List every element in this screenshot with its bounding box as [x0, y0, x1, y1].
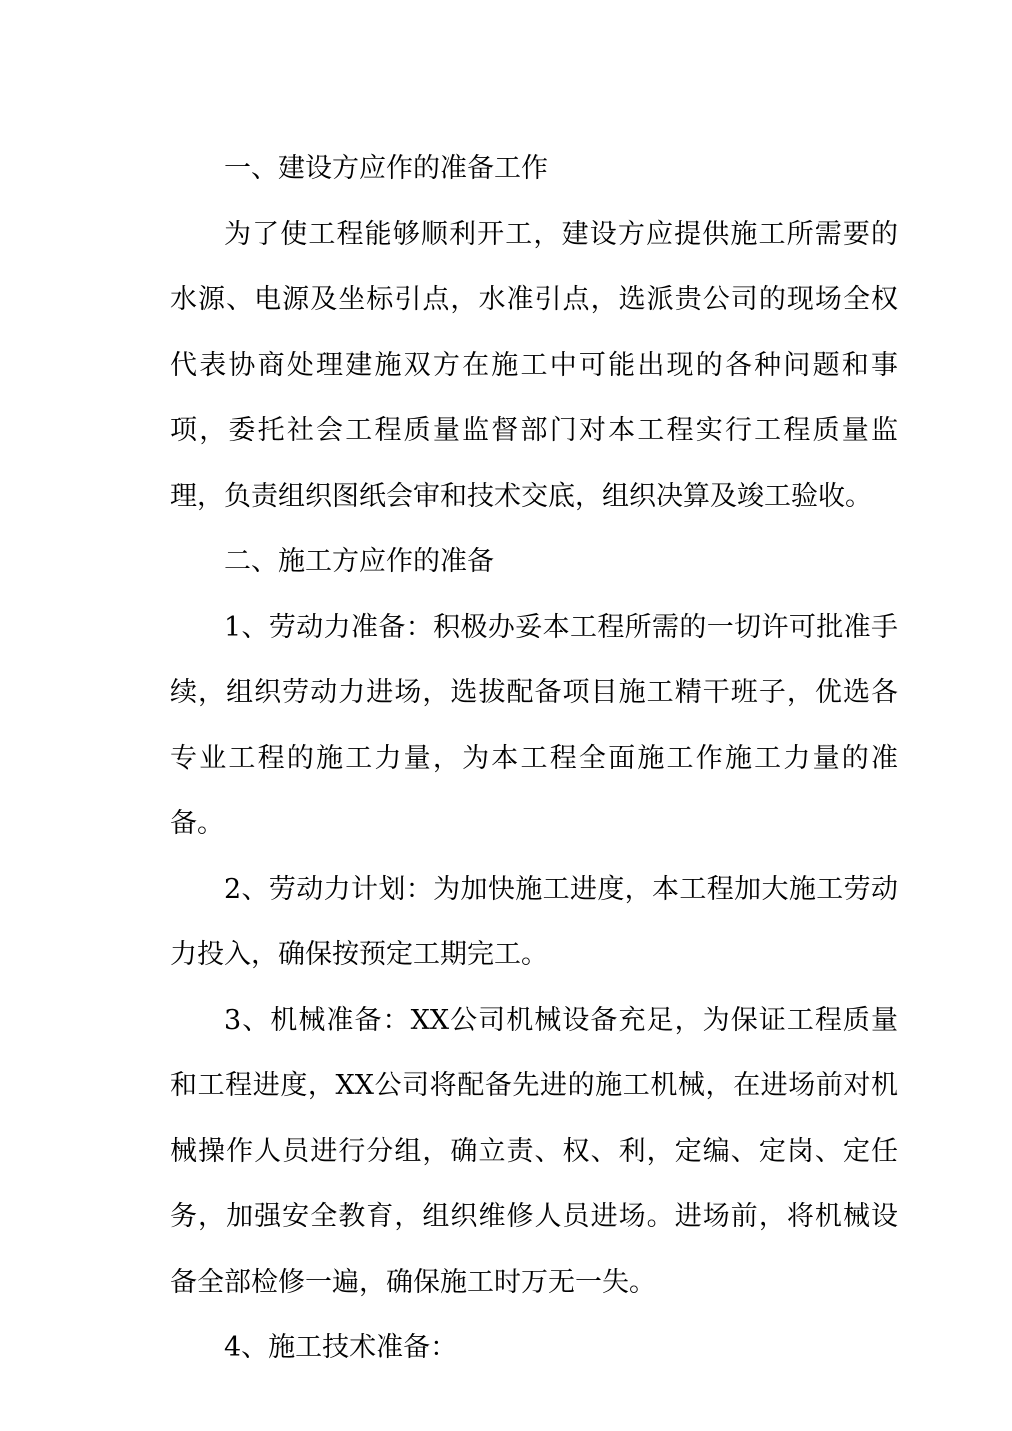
document-body: [170, 136, 898, 1381]
section-heading-owner-preparation: 一、建设方应作的准备工作: [224, 153, 548, 184]
paragraph-owner-preparation: 为了使工程能够顺利开工，建设方应提供施工所需要的水源、电源及坐标引点，水准引点，选派贵公司的现场全权代表协商处理建施双方在施工中可能出现的各种问题和事项，委托社会工程质量监督部门对本工程实行工程质量监理，负责组织图纸会审和技术交底，组织决算及竣工验收。: [170, 218, 898, 512]
paragraph-machinery-preparation: 3、机械准备：XX公司机械设备充足，为保证工程质量和工程进度，XX公司将配备先进的施工机械，在进场前对机械操作人员进行分组，确立责、权、利，定编、定岗、定任务，加强安全教育，组织维修人员进场。进场前，将机械设备全部检修一遍，确保施工时万无一失。: [170, 1004, 898, 1298]
paragraph-labor-preparation: 1、劳动力准备：积极办妥本工程所需的一切许可批准手续，组织劳动力进场，选拔配备项目施工精干班子，优选各专业工程的施工力量，为本工程全面施工作施工力量的准备。: [170, 611, 898, 839]
paragraph-technical-preparation: 4、施工技术准备：: [224, 1332, 458, 1363]
section-heading-contractor-preparation: 二、施工方应作的准备: [224, 546, 494, 577]
paragraph-labor-plan: 2、劳动力计划：为加快施工进度，本工程加大施工劳动力投入，确保按预定工期完工。: [170, 873, 898, 970]
